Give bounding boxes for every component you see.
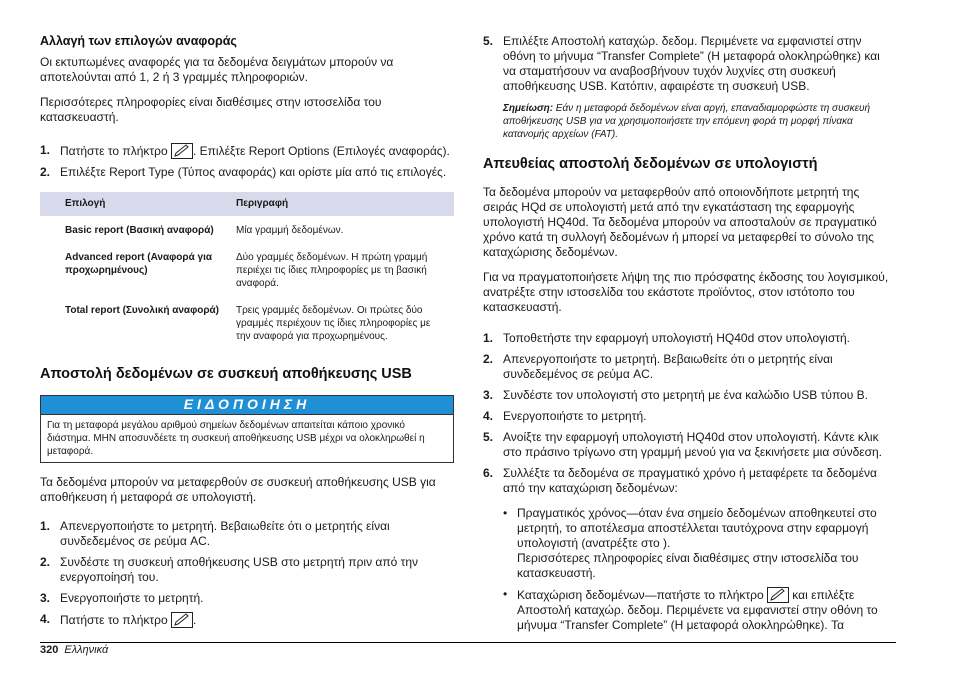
pencil-key-icon: [171, 612, 193, 628]
usb-note: [483, 102, 896, 141]
left-column: [40, 34, 454, 638]
notice-text: Για τη μεταφορά μεγάλου αριθμού σημείων δεδομένων απαιτείται κάποιο χρονικό διάστημα. MHN αποσυνδέετε τη συσκευή αποθήκευσης USB μέχρι να ολοκληρωθεί η μεταφορά.: [41, 414, 453, 462]
usb-steps: [40, 519, 454, 628]
usb-section-heading: Αποστολή δεδομένων σε συσκευή αποθήκευσης USB: [40, 366, 412, 382]
notice-title: ΕΙΔΟΠΟΙΗΣΗ: [41, 396, 453, 414]
pc-step-1: 1. Τοποθετήστε την εφαρμογή υπολογιστή HQ40d στον υπολογιστή.: [483, 331, 851, 345]
note-text: Εάν η μεταφορά δεδομένων είναι αργή, επαναδιαμορφώστε τη συσκευή αποθήκευσης USB για να χρησιμοποιήσετε την επόμενη φορά τη μορφή πίνακα κατανομής αρχείων (FAT).: [503, 103, 871, 140]
report-steps: [40, 143, 454, 180]
note-label: Σημείωση:: [503, 103, 554, 114]
table-row: Advanced report (Αναφορά για προχωρημένους) Δύο γραμμές δεδομένων. Η πρώτη γραμμή περιέχει τις ίδιες πληροφορίες με τη βασική αναφορά.: [65, 252, 428, 289]
footer-rule: [40, 642, 896, 643]
usb-steps-continued: [483, 34, 896, 94]
pc-step-6: 6. Συλλέξτε τα δεδομένα σε πραγματικό χρόνο ή μεταφέρετε τα δεδομένα από την καταχώριση δεδομένων: • Πραγματικός χρόνος—όταν ένα σημείο δεδομένων αποθηκευτεί στο μετρητή, το αποτέλεσμα αποστέλλεται ταυτόχρονα στην εφαρμογή υπολογιστή (ανατρέξτε στο ). Περισσότερες πληροφορίες είναι διαθέσιμες στην ιστοσελίδα του κατασκευαστή. • Καταχώριση δεδομένων—πατήστε το πλήκτρο και επιλέξτε Αποστολή καταχώρ. δεδομ. Περιμένετε να εμφανιστεί στην οθόνη το μήνυμα “Transfer Complete” (Η μεταφορά ολοκληρώθηκε). Τα: [483, 466, 896, 633]
pc-paragraph-2: Για να πραγματοποιήσετε λήψη της πιο πρόσφατης έκδοσης του λογισμικού, ανατρέξτε στην ιστοσελίδα του εκάστοτε προϊόντος, στον ιστότοπο του κατασκευαστή.: [483, 270, 889, 314]
pc-step-3: 3. Συνδέστε τον υπολογιστή στο μετρητή με ένα καλώδιο USB τύπου B.: [483, 388, 868, 402]
notice-box: [40, 395, 454, 463]
report-step-1: 1. Πατήστε το πλήκτρο . Επιλέξτε Report Options (Επιλογές αναφοράς).: [40, 143, 450, 158]
pc-steps: [483, 331, 896, 633]
pc-paragraph-1: Τα δεδομένα μπορούν να μεταφερθούν από οποιονδήποτε μετρητή της σειράς HQd σε υπολογιστή μετά από την εγκατάσταση της εφαρμογής υπολογιστή HQ40d. Τα δεδομένα μπορούν να αποσταλούν σε πραγματικό χρόνο κατά τη συλλογή δεδομένων ή μπορεί να μεταφερθεί το σύνολο της καταχώρισης δεδομένων.: [483, 185, 877, 259]
list-item: • Πραγματικός χρόνος—όταν ένα σημείο δεδομένων αποθηκευτεί στο μετρητή, το αποτέλεσμα αποστέλλεται ταυτόχρονα στην εφαρμογή υπολογιστή (ανατρέξτε στο ). Περισσότερες πληροφορίες είναι διαθέσιμες στην ιστοσελίδα του κατασκευαστή.: [503, 506, 896, 581]
page-footer: [40, 643, 108, 658]
report-paragraph-1: Οι εκτυπωμένες αναφορές για τα δεδομένα δειγμάτων μπορούν να αποτελούνται από 1, 2 ή 3 γραμμές πληροφοριών.: [40, 55, 394, 84]
transfer-options-list: [503, 506, 896, 633]
usb-step-5: 5. Επιλέξτε Αποστολή καταχώρ. δεδομ. Περιμένετε να εμφανιστεί στην οθόνη το μήνυμα “Transfer Complete” (Η μεταφορά ολοκληρώθηκε) και να σταματήσουν να αναβοσβήνουν τυχόν λυχνίες στη συσκευή αποθήκευσης USB. Κατόπιν, αφαιρέστε τη συσκευή USB.: [483, 34, 880, 93]
table-header-description: Περιγραφή: [228, 192, 454, 216]
pencil-key-icon: [767, 587, 789, 603]
usb-step-4: 4. Πατήστε το πλήκτρο .: [40, 612, 197, 627]
usb-step-3: 3. Ενεργοποιήστε το μετρητή.: [40, 591, 204, 605]
usb-step-2: 2. Συνδέστε τη συσκευή αποθήκευσης USB στο μετρητή πριν από την ενεργοποίησή του.: [40, 555, 419, 584]
list-item: • Καταχώριση δεδομένων—πατήστε το πλήκτρο και επιλέξτε Αποστολή καταχώρ. δεδομ. Περιμένετε να εμφανιστεί στην οθόνη το μήνυμα “Transfer Complete” (Η μεταφορά ολοκληρώθηκε). Τα: [503, 587, 896, 633]
pencil-key-icon: [171, 143, 193, 159]
pc-step-5: 5. Ανοίξτε την εφαρμογή υπολογιστή HQ40d στον υπολογιστή. Κάντε κλικ στο πράσινο τρίγωνο στη γραμμή μενού για να ξεκινήσετε μια σύνδεση.: [483, 430, 883, 459]
footer-language: Ελληνικά: [64, 644, 109, 656]
report-options-heading: Αλλαγή των επιλογών αναφοράς: [40, 34, 237, 48]
report-paragraph-2: Περισσότερες πληροφορίες είναι διαθέσιμες στην ιστοσελίδα του κατασκευαστή.: [40, 95, 382, 124]
table-row: Basic report (Βασική αναφορά) Μία γραμμή δεδομένων.: [65, 225, 344, 236]
table-header-option: Επιλογή: [40, 192, 228, 216]
table-header-row: [40, 192, 454, 216]
usb-step-1: 1. Απενεργοποιήστε το μετρητή. Βεβαιωθείτε ότι ο μετρητής είναι συνδεδεμένος σε ρεύμα AC.: [40, 519, 390, 548]
page-number: 320: [40, 644, 59, 656]
step-number: 1.: [40, 143, 51, 157]
report-step-2: 2. Επιλέξτε Report Type (Τύπος αναφοράς) και ορίστε μία από τις επιλογές.: [40, 165, 447, 179]
report-options-table: [40, 192, 454, 349]
right-column: [483, 34, 896, 643]
pc-section-heading: Απευθείας αποστολή δεδομένων σε υπολογιστή: [483, 156, 818, 172]
pc-step-2: 2. Απενεργοποιήστε το μετρητή. Βεβαιωθείτε ότι ο μετρητής είναι συνδεδεμένος σε ρεύμα AC.: [483, 352, 833, 381]
usb-paragraph: Τα δεδομένα μπορούν να μεταφερθούν σε συσκευή αποθήκευσης USB για αποθήκευση ή μεταφορά σε υπολογιστή.: [40, 475, 436, 504]
pc-step-4: 4. Ενεργοποιήστε το μετρητή.: [483, 409, 647, 423]
table-row: Total report (Συνολική αναφορά) Τρεις γραμμές δεδομένων. Οι πρώτες δύο γραμμές περιέχουν τις ίδιες πληροφορίες με την αναφορά για προχωρημένους.: [65, 305, 431, 342]
